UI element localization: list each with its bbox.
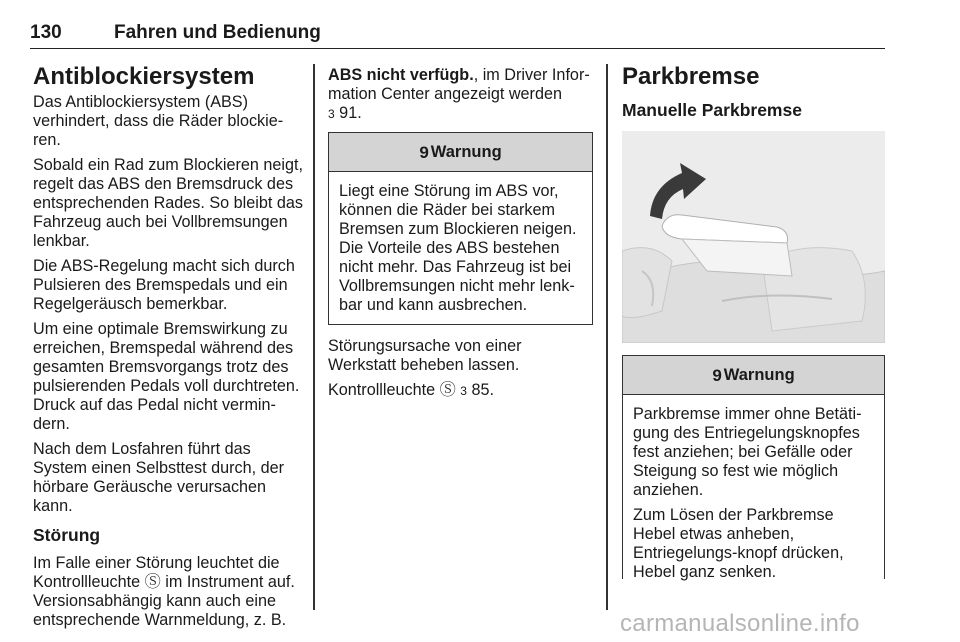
warning-title: Warnung	[430, 142, 502, 161]
warning-text: Zum Lösen der Parkbremse Hebel etwas anheben, Entriegelungs-knopf drücken, Hebel ganz senken.	[633, 506, 844, 581]
text-span: Kontrollleuchte	[328, 381, 440, 399]
paragraph: Störungsursache von einer Werkstatt beheben lassen.	[328, 337, 522, 374]
subsection-title: Manuelle Parkbremse	[622, 100, 802, 120]
warning-title: Warnung	[723, 365, 795, 384]
warning-triangle-icon: 9	[712, 365, 722, 385]
warning-text: Liegt eine Störung im ABS vor, können die Räder bei starkem Bremsen zum Blockieren neigen. Die Vorteile des ABS bestehen nicht mehr. Das Fahrzeug ist bei Vollbremsungen nicht mehr lenk-bar und kann ausbrechen.	[339, 182, 577, 314]
text-span: , im Driver Infor-mation Center angezeigt werden	[328, 66, 590, 103]
paragraph: Nach dem Losfahren führt das System einen Selbsttest durch, der hörbare Geräusche verursachen kann.	[33, 440, 285, 515]
display-message: ABS nicht verfügb.	[328, 66, 474, 84]
parking-brake-illustration	[622, 131, 885, 343]
page-reference: 85.	[466, 381, 494, 399]
page-number: 130	[30, 22, 62, 43]
column-divider-1	[313, 64, 315, 610]
text-span: Im Falle einer Störung leuchtet die Kontrollleuchte	[33, 554, 280, 591]
warning-body	[329, 172, 592, 324]
page-ref-arrow-icon: 3	[328, 107, 335, 121]
paragraph	[33, 554, 303, 630]
column-1	[33, 63, 303, 636]
chapter-title: Fahren und Bedienung	[114, 22, 321, 43]
warning-text: Parkbremse immer ohne Betäti-gung des Entriegelungsknopfes fest anziehen; bei Gefälle oder Steigung so fest wie möglich anziehen.	[633, 405, 862, 499]
paragraph: Um eine optimale Bremswirkung zu erreichen, Bremspedal während des gesamten Bremsvorgangs trotz des pulsierenden Pedals voll durchtreten. Druck auf das Pedal nicht vermin-dern.	[33, 320, 300, 433]
paragraph: Sobald ein Rad zum Blockieren neigt, regelt das ABS den Bremsdruck des entsprechenden Rades. So bleibt das Fahrzeug auch bei Vollbremsungen lenkbar.	[33, 156, 303, 250]
column-2	[328, 66, 593, 407]
paragraph	[328, 66, 593, 124]
page-reference: 91.	[334, 104, 362, 122]
abs-warning-icon: Ⓢ	[144, 573, 161, 591]
abs-warning-icon: Ⓢ	[439, 381, 456, 399]
paragraph: Die ABS-Regelung macht sich durch Pulsieren des Bremspedals und ein Regelgeräusch bemerkbar.	[33, 257, 295, 313]
column-divider-2	[606, 64, 608, 610]
warning-box	[328, 132, 593, 325]
warning-body	[623, 395, 884, 597]
page-header	[30, 18, 885, 49]
warning-header	[623, 356, 884, 395]
watermark: carmanualsonline.info	[620, 610, 860, 637]
warning-header	[329, 133, 592, 172]
paragraph	[328, 381, 593, 401]
section-title-abs: Antiblockiersystem	[33, 63, 255, 90]
paragraph: Das Antiblockiersystem (ABS) verhindert, dass die Räder blockie-ren.	[33, 93, 284, 149]
warning-triangle-icon: 9	[419, 142, 429, 162]
text-span: im Instrument auf. Versionsabhängig kann auch eine entsprechende Warnmeldung, z. B.	[33, 573, 295, 629]
page-ref-arrow-icon: 3	[460, 384, 467, 398]
warning-box	[622, 355, 885, 579]
subheading-stoerung: Störung	[33, 525, 101, 545]
section-title-parkbremse: Parkbremse	[622, 63, 760, 90]
column-3	[622, 63, 885, 131]
parking-brake-lever-drawing	[622, 131, 885, 343]
